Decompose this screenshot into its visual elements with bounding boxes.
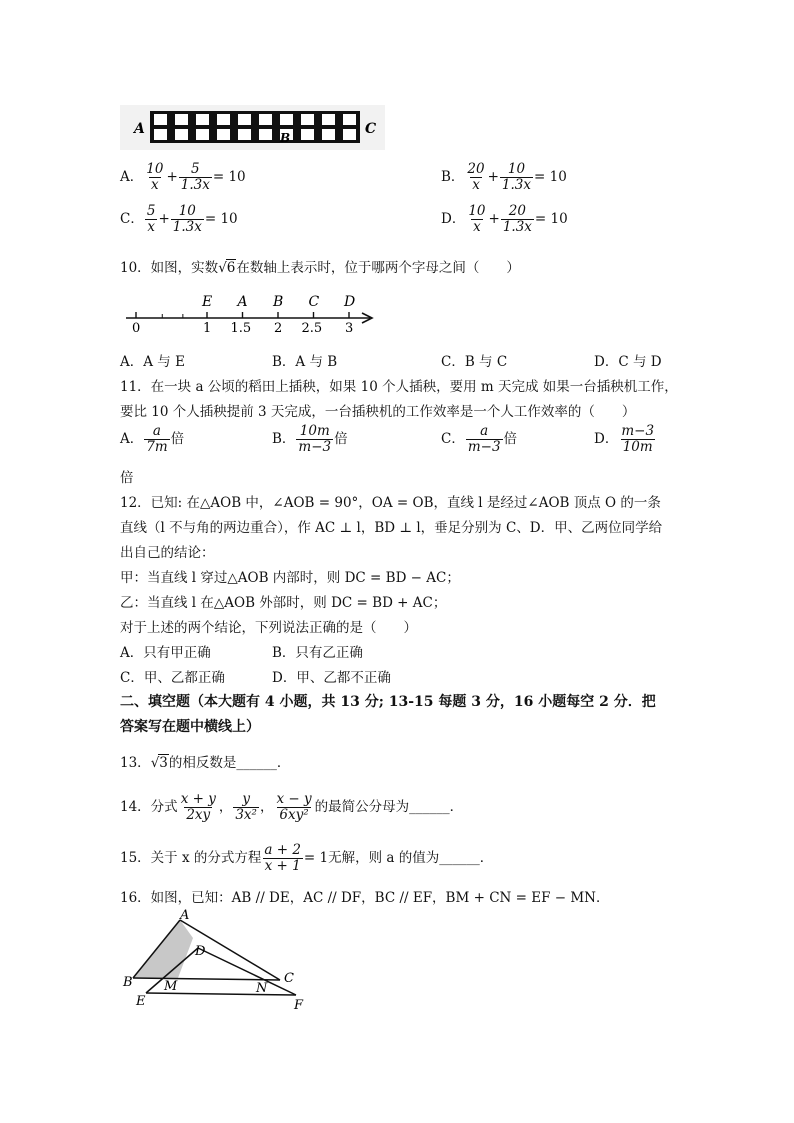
fig-label-f: F — [294, 998, 304, 1013]
section2-heading-line1: 二、填空题（本大题有 4 小题，共 13 分; 13-15 每题 3 分，16 小题每空 2 分．把 — [120, 694, 656, 710]
q9-option-b: B． $\frac{20}{x}$ + $\frac{10}{1.3x}$ = 10 — [441, 161, 567, 193]
q10-option-a: A．A 与 E — [120, 354, 185, 370]
strip-cell — [259, 114, 272, 125]
checker-strip-figure — [120, 105, 385, 150]
number-line-tick-label: 1.5 — [230, 321, 252, 336]
fig-label-d: D — [195, 944, 206, 959]
strip-cell — [238, 114, 251, 125]
strip-cell — [175, 114, 188, 125]
strip-label-b: B — [280, 131, 291, 145]
strip-cell — [217, 114, 230, 125]
q10-option-c: C．B 与 C — [441, 354, 508, 370]
q14: 14．分式 $\frac{x + y}{2xy}$ ， $\frac{y}{\text{3x²}}$ ， $\frac{x - y}{\text{6xy²}}$ 的最简公分母为______． — [120, 791, 464, 823]
strip-cell — [322, 114, 335, 125]
q9-option-c: C． $\frac{5}{x}$ + $\frac{10}{1.3x}$ = 10 — [120, 203, 238, 235]
q11-stem-line1: 11．在一块 a 公顷的稻田上插秧，如果 10 个人插秧，要用 m 天完成 如果一台插秧机工作， — [120, 379, 678, 395]
number-line-tick-label: 1 — [203, 321, 212, 336]
fig-label-c: C — [284, 971, 294, 986]
strip-label-a: A — [134, 121, 145, 137]
strip-cell — [154, 129, 167, 140]
number-line-letter: A — [237, 294, 248, 310]
strip-cell — [217, 129, 230, 140]
q12-line4: 甲：当直线 l 穿过△AOB 内部时，则 DC = BD − AC； — [120, 570, 460, 586]
q15: 15．关于 x 的分式方程 $\frac{a + 2}{x + 1}$ = 1无解，则 a 的值为______． — [120, 842, 494, 874]
q9-option-d: D． $\frac{10}{x}$ + $\frac{20}{1.3x}$ = 10 — [441, 203, 568, 235]
strip-cell — [301, 129, 314, 140]
number-line-figure — [118, 288, 383, 336]
strip-cell — [196, 129, 209, 140]
q12-line2: 直线（l 不与角的两边重合），作 AC ⊥ l，BD ⊥ l，垂足分别为 C、D．甲、乙两位同学给 — [120, 520, 663, 536]
fig-label-m: M — [164, 979, 178, 994]
q12-line6: 对于上述的两个结论，下列说法正确的是（ ） — [120, 620, 417, 636]
q12-option-b: B．只有乙正确 — [272, 645, 363, 661]
strip-cell — [154, 114, 167, 125]
fig-label-n: N — [256, 981, 268, 996]
number-line-letter: D — [344, 294, 356, 310]
q12-line1: 12．已知: 在△AOB 中，∠AOB = 90°，OA = OB，直线 l 是经过∠AOB 顶点 O 的一条 — [120, 495, 661, 511]
q11-option-c: C． $\frac{a}{m-3}$ 倍 — [441, 423, 518, 455]
fig-label-e: E — [136, 994, 146, 1009]
strip-cell — [343, 114, 356, 125]
q11-option-d: D． $\frac{m-3}{10m}$ — [594, 423, 655, 455]
q13: 13．√3的相反数是______． — [120, 755, 291, 771]
fig-label-b: B — [123, 975, 133, 990]
number-line-tick-label: 2 — [274, 321, 283, 336]
q10-option-b: B．A 与 B — [272, 354, 338, 370]
q9-option-a: A． $\frac{10}{x}$ + $\frac{5}{1.3x}$ = 10 — [120, 161, 246, 193]
q12-line3: 出自己的结论： — [120, 545, 215, 561]
strip-cell — [301, 114, 314, 125]
q10-stem: 10．如图，实数√6在数轴上表示时，位于哪两个字母之间（ ） — [120, 260, 520, 276]
q16-triangle-figure — [118, 908, 318, 1013]
number-line-tick-label: 2.5 — [301, 321, 323, 336]
number-line-tick-label: 3 — [345, 321, 354, 336]
q12-option-d: D．甲、乙都不正确 — [272, 670, 391, 686]
q11-option-d-suffix: 倍 — [120, 470, 134, 486]
q12-option-c: C．甲、乙都正确 — [120, 670, 225, 686]
strip-cell — [280, 114, 293, 125]
strip-cell — [196, 114, 209, 125]
number-line-letter: B — [273, 294, 284, 310]
strip-label-c: C — [365, 121, 377, 137]
strip-cell — [259, 129, 272, 140]
section2-heading-line2: 答案写在题中横线上） — [120, 719, 260, 735]
number-line-letter: E — [202, 294, 213, 310]
q16-stem: 16．如图，已知：AB // DE，AC // DF，BC // EF，BM + CN = EF − MN． — [120, 890, 610, 906]
strip-cell — [322, 129, 335, 140]
q12-line5: 乙：当直线 l 在△AOB 外部时，则 DC = BD + AC； — [120, 595, 447, 611]
q10-option-d: D．C 与 D — [594, 354, 662, 370]
strip-cell — [238, 129, 251, 140]
fig-label-a: A — [180, 908, 190, 923]
q12-option-a: A．只有甲正确 — [120, 645, 211, 661]
number-line-letter: C — [308, 294, 320, 310]
q11-option-a: A． $\frac{a}{7m}$ 倍 — [120, 423, 185, 455]
number-line-tick-label: 0 — [132, 321, 141, 336]
strip-cell — [175, 129, 188, 140]
q11-option-b: B． $\frac{10m}{m-3}$ 倍 — [272, 423, 348, 455]
q11-stem-line2: 要比 10 个人插秧提前 3 天完成，一台插秧机的工作效率是一个人工作效率的（ ） — [120, 404, 636, 420]
strip-cell — [343, 129, 356, 140]
